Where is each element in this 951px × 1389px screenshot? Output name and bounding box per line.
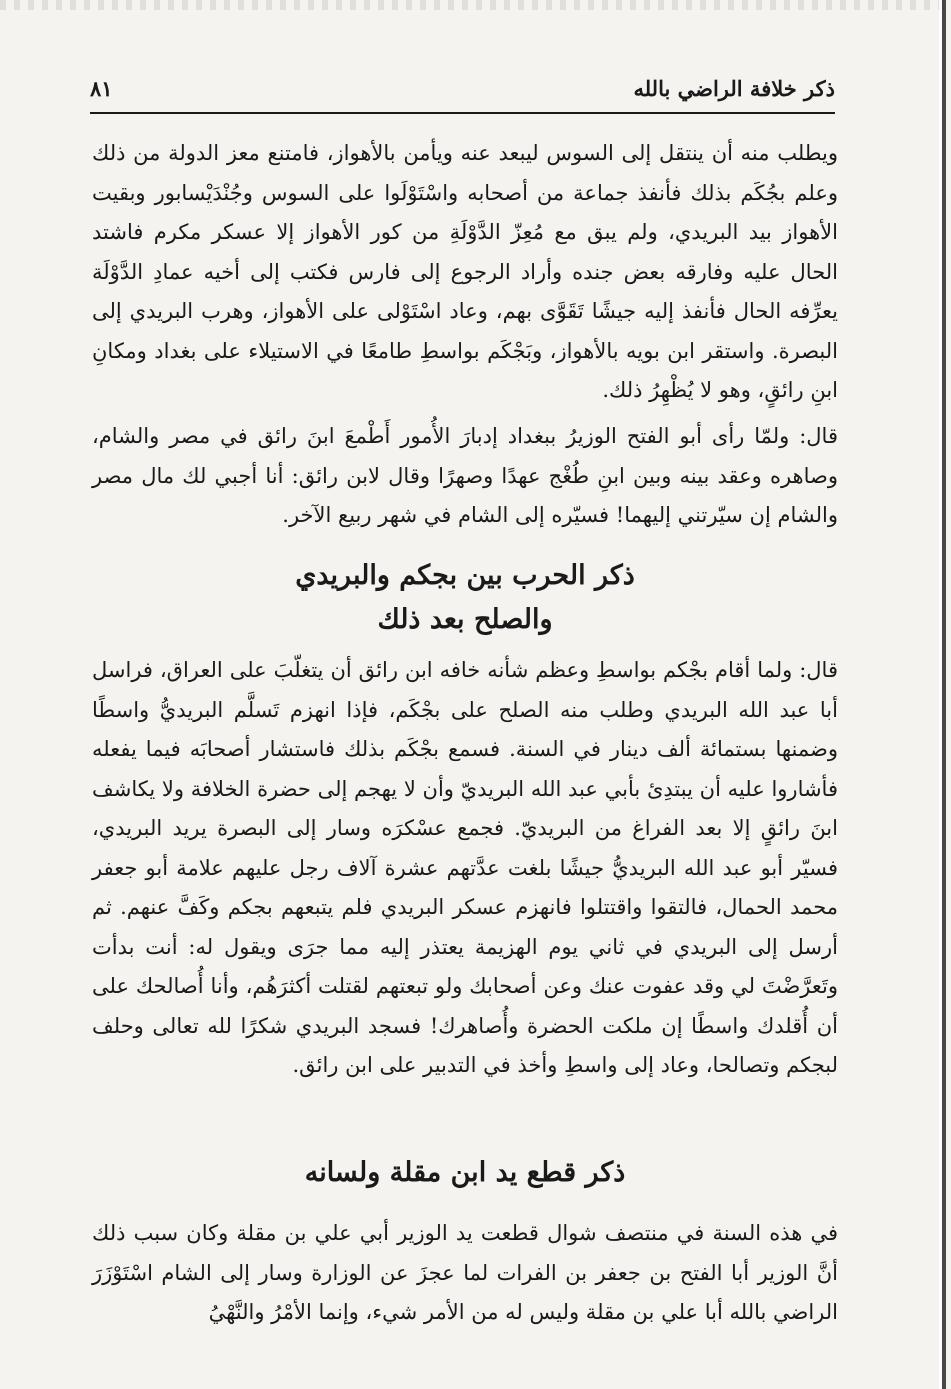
section-heading-ibn-muqla: ذكر قطع يد ابن مقلة ولسانه (304, 1157, 626, 1188)
paragraph-ahwaz: ويطلب منه أن ينتقل إلى السوس ليبعد عنه ويأمن بالأهواز، فامتنع معز الدولة من ذلك وعلم بجُكَم بذلك فأنفذ جماعة من أصحابه واسْتَوْلَوا على السوس وجُنْدَيْسابور وبقيت الأهواز بيد البريدي، ولم يبق مع مُعِزّ الدَّوْلَةِ من كور الأهواز إلا عسكر مكرم فاشتد الحال عليه وفارقه بعض جنده وأراد الرجوع إلى فارس فكتب إلى أخيه عمادِ الدَّوْلَة يعرِّفه الحال فأنفذ إليه جيشًا تَقَوَّى بهم، وعاد اسْتَوْلى على الأهواز، وهرب البريدي إلى البصرة. واستقر ابن بويه بالأهواز، وبَجْكَم بواسطِ طامعًا في الاستيلاء على بغداد ومكانِ ابنِ رائقٍ، وهو لا يُظْهِرُ ذلك. (92, 141, 838, 402)
scan-edge-top (0, 0, 951, 10)
header-rule (90, 112, 835, 114)
running-title: ذكر خلافة الراضي بالله (633, 76, 835, 101)
page-number: ٨١ (90, 76, 113, 101)
scan-edge-right (939, 0, 951, 1389)
section-heading-war: ذكر الحرب بين بجكم والبريدي (295, 560, 635, 591)
paragraph-war-account: قال: ولما أقام بجْكم بواسطِ وعظم شأنه خافه ابن رائق أن يتغلّبَ على العراق، فراسل أبا عبد الله البريدي وطلب منه الصلح على بجْكَم، فإذا انهزم تَسلَّم البريديُّ واسطًا وضمنها بستمائة ألف دينار في السنة. فسمع بجْكَم بذلك فاستشار أصحابَه فيما يفعله فأشاروا عليه أن يبتدِئ بأبي عبد الله البريديّ وأن لا يهجم إلى حضرة الخلافة ولا يكاشف ابنَ رائقٍ إلا بعد الفراغ من البريديّ. فجمع عسْكرَه وسار إلى البصرة يريد البريدي، فسيّر أبو عبد الله البريديُّ جيشًا بلغت عدَّتهم عشرة آلاف رجل عليهم علامة أبو جعفر محمد الحمال، فالتقوا واقتتلوا فانهزم عسكر البريدي فلم يتبعهم بجكم وكَفَّ عنهم. ثم أرسل إلى البريدي في ثاني يوم الهزيمة يعتذر إليه مما جرَى ويقول له: أنت بدأت وتَعرَّضْتَ لي وقد عفوت عنك وعن أصحابك ولو تبعتهم لقتلت أكثرَهُم، وأنا أُصالحك على أن أُقلدك واسطًا إن ملكت الحضرة وأُصاهرك! فسجد البريدي شكرًا لله تعالى وحلف لبجكم وتصالحا، وعاد إلى واسطِ وأخذ في التدبير على ابن رائق. (92, 658, 838, 1077)
page-header (90, 74, 835, 110)
paragraph-abu-al-fath: قال: ولمّا رأى أبو الفتح الوزيرُ ببغداد إدبارَ الأُمور أَطْمعَ ابنَ رائق في مصر والشام، وصاهره وعقد بينه وبين ابنِ طُغْج عهدًا وصهرًا وقال لابن رائق: أنا أجبي لك مال مصر والشام إن سيّرتني إليهما! فسيّره إلى الشام في شهر ربيع الآخر. (92, 424, 838, 527)
section-heading-war-subtitle: والصلح بعد ذلك (377, 604, 553, 635)
paragraph-ibn-muqla: في هذه السنة في منتصف شوال قطعت يد الوزير أبي علي بن مقلة وكان سبب ذلك أنَّ الوزير أبا الفتح بن جعفر بن الفرات لما عجزَ عن الوزارة وسار إلى الشام اسْتَوْزَرَ الراضي بالله أبا علي بن مقلة وليس له من الأمر شيء، وإنما الأمْرُ والنَّهْيُ (92, 1221, 838, 1324)
